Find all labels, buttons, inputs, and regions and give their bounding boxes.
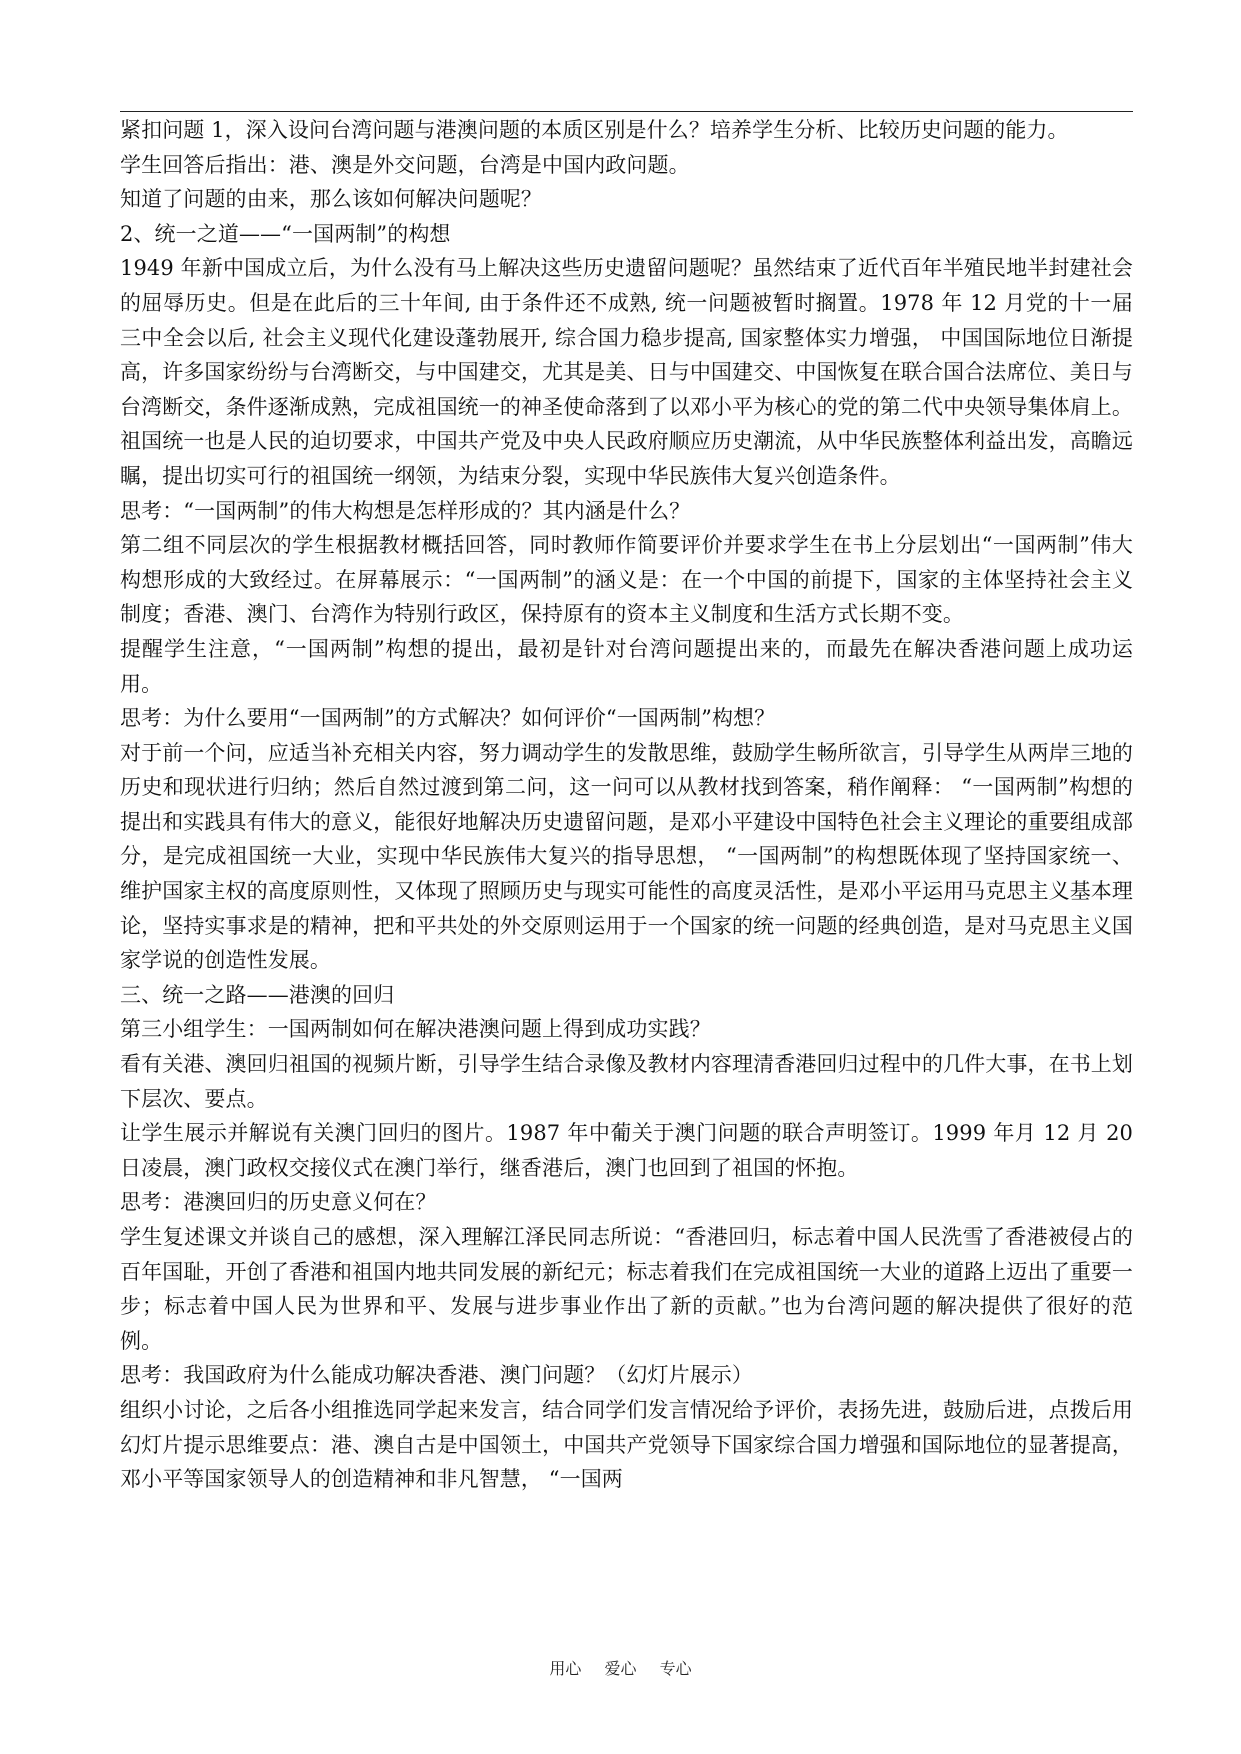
paragraph: 看有关港、澳回归祖国的视频片断，引导学生结合录像及教材内容理清香港回归过程中的几件大事，在书上划下层次、要点。	[120, 1052, 1133, 1111]
paragraph: 紧扣问题 1，深入设问台湾问题与港澳问题的本质区别是什么？培养学生分析、比较历史问题的能力。	[120, 118, 1069, 142]
paragraph: 思考：“一国两制”的伟大构想是怎样形成的？其内涵是什么？	[120, 498, 691, 523]
paragraph: 第二组不同层次的学生根据教材概括回答，同时教师作简要评价并要求学生在书上分层划出“一国两制”伟大构想形成的大致经过。在屏幕展示：“一国两制”的涵义是：在一个中国的前提下，国家的主体坚持社会主义制度；香港、澳门、台湾作为特别行政区，保持原有的资本主义制度和生活方式长期不变。	[120, 533, 1133, 627]
document-body	[120, 113, 1133, 1497]
paragraph: 提醒学生注意，“一国两制”构想的提出，最初是针对台湾问题提出来的，而最先在解决香港问题上成功运用。	[120, 636, 1133, 696]
paragraph: 思考：为什么要用“一国两制”的方式解决？如何评价“一国两制”构想？	[120, 706, 776, 731]
paragraph: 第三小组学生：一国两制如何在解决港澳问题上得到成功实践？	[120, 1017, 711, 1042]
paragraph: 1949 年新中国成立后，为什么没有马上解决这些历史遗留问题呢？虽然结束了近代百年半殖民地半封建社会的屈辱历史。但是在此后的三十年间, 由于条件还不成熟, 统一问题被暂时搁置。1978 年 12 月党的十一届三中全会以后, 社会主义现代化建设蓬勃展开, 综合国力稳步提高, 国家整体实力增强， 中国国际地位日渐提高，许多国家纷纷与台湾断交，与中国建交，尤其是美、日与中国建交、中国恢复在联合国合法席位、美日与台湾断交，条件逐渐成熟，完成祖国统一的神圣使命落到了以邓小平为核心的党的第二代中央领导集体肩上。祖国统一也是人民的迫切要求，中国共产党及中央人民政府顺应历史潮流，从中华民族整体利益出发，高瞻远瞩，提出切实可行的祖国统一纲领，为结束分裂，实现中华民族伟大复兴创造条件。	[120, 256, 1133, 488]
paragraph: 组织小讨论，之后各小组推选同学起来发言，结合同学们发言情况给予评价，表扬先进，鼓励后进，点拨后用幻灯片提示思维要点：港、澳自古是中国领土，中国共产党领导下国家综合国力增强和国际地位的显著提高，邓小平等国家领导人的创造精神和非凡智慧， “一国两	[120, 1397, 1133, 1492]
header-rule	[120, 111, 1133, 112]
paragraph: 知道了问题的由来，那么该如何解决问题呢？	[120, 187, 542, 212]
section-heading: 2、统一之道——“一国两制”的构想	[120, 221, 451, 246]
paragraph: 让学生展示并解说有关澳门回归的图片。1987 年中葡关于澳门问题的联合声明签订。1999 年月 12 月 20 日凌晨，澳门政权交接仪式在澳门举行，继香港后，澳门也回到了祖国的怀抱。	[120, 1121, 1133, 1180]
paragraph: 学生回答后指出：港、澳是外交问题，台湾是中国内政问题。	[120, 152, 690, 177]
paragraph: 思考：我国政府为什么能成功解决香港、澳门问题？（幻灯片展示）	[120, 1363, 753, 1388]
section-heading: 三、统一之路——港澳的回归	[120, 982, 395, 1007]
paragraph: 对于前一个问，应适当补充相关内容，努力调动学生的发散思维，鼓励学生畅所欲言，引导学生从两岸三地的历史和现状进行归纳；然后自然过渡到第二问，这一问可以从教材找到答案，稍作阐释： “一国两制”构想的提出和实践具有伟大的意义，能很好地解决历史遗留问题，是邓小平建设中国特色社会主义理论的重要组成部分，是完成祖国统一大业，实现中华民族伟大复兴的指导思想， “一国两制”的构想既体现了坚持国家统一、维护国家主权的高度原则性，又体现了照顾历史与现实可能性的高度灵活性，是邓小平运用马克思主义基本理论，坚持实事求是的精神，把和平共处的外交原则运用于一个国家的统一问题的经典创造，是对马克思主义国家学说的创造性发展。	[120, 740, 1133, 973]
paragraph: 学生复述课文并谈自己的感想，深入理解江泽民同志所说：“香港回归，标志着中国人民洗雪了香港被侵占的百年国耻，开创了香港和祖国内地共同发展的新纪元；标志着我们在完成祖国统一大业的道路上迈出了重要一步；标志着中国人民为世界和平、发展与进步事业作出了新的贡献。”也为台湾问题的解决提供了很好的范例。	[120, 1225, 1133, 1353]
page-footer: 用心 爱心 专心	[549, 1659, 692, 1678]
paragraph: 思考：港澳回归的历史意义何在？	[120, 1190, 437, 1215]
